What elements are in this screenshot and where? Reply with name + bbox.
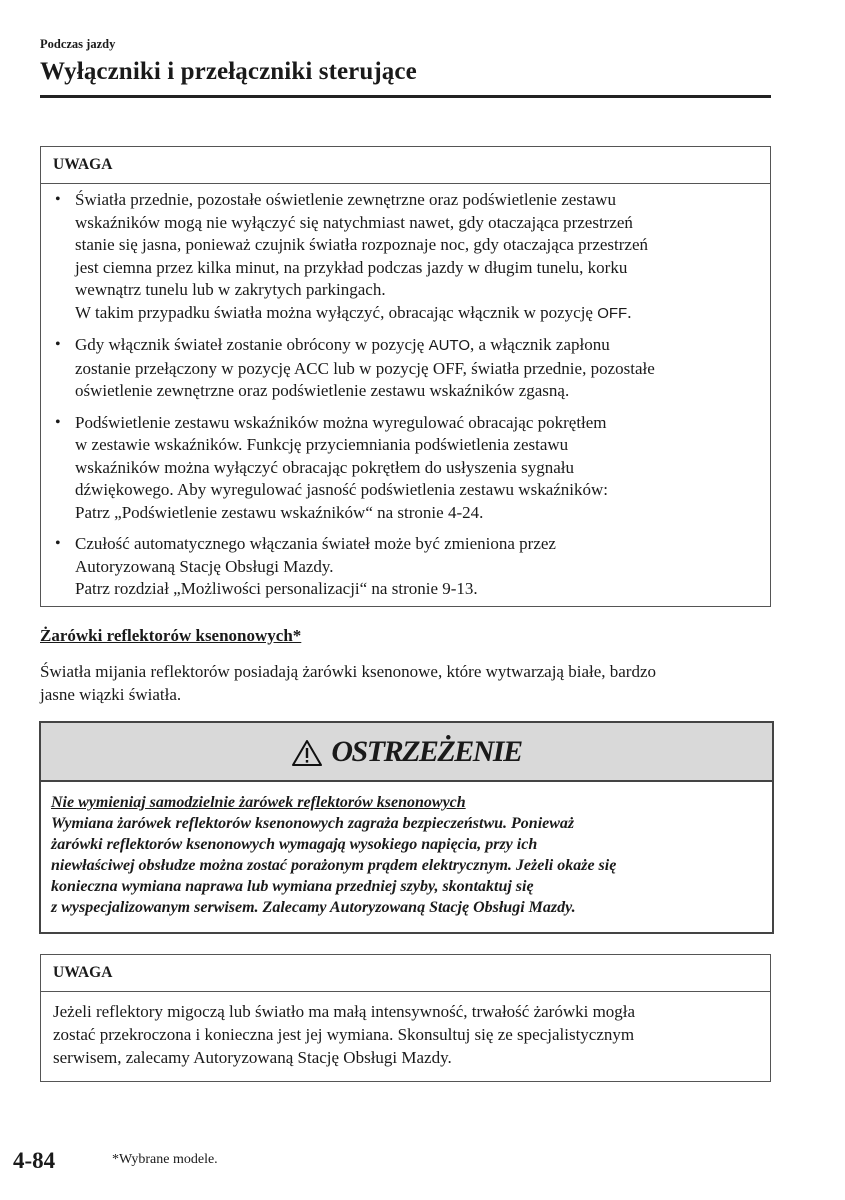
- text-line: dźwiękowego. Aby wyregulować jasność podświetlenia zestawu wskaźników:: [75, 480, 609, 499]
- warning-body: [41, 782, 772, 918]
- text-line: niewłaściwej obsłudze można zostać porażonym prądem elektrycznym. Jeżeli okaże się: [51, 857, 617, 874]
- text-line: zostanie przełączony w pozycję ACC lub w pozycję OFF, światła przednie, pozostałe: [75, 358, 655, 378]
- list-item: [53, 533, 756, 601]
- text-line: jest ciemna przez kilka minut, na przykład podczas jazdy w długim tunelu, korku: [75, 257, 628, 277]
- page-title: Wyłączniki i przełączniki sterujące: [40, 58, 417, 85]
- text-line: Jeżeli reflektory migoczą lub światło ma małą intensywność, trwałość żarówki mogła: [53, 1002, 636, 1021]
- bullet-icon: •: [55, 336, 61, 353]
- text-line: konieczna wymiana naprawa lub wymiana przedniej szyby, skontaktuj się: [51, 878, 534, 895]
- warning-box: [39, 721, 774, 934]
- note-body: [41, 992, 770, 1081]
- text-line: żarówki reflektorów ksenonowych wymagają wysokiego napięcia, przy ich: [51, 836, 538, 853]
- switch-position-label: AUTO: [428, 337, 470, 354]
- note-heading: UWAGA: [41, 147, 770, 184]
- text-line: Światła przednie, pozostałe oświetlenie zewnętrzne oraz podświetlenie zestawu: [75, 190, 616, 209]
- text-fragment: Gdy włącznik świateł zostanie obrócony w pozycję: [75, 335, 429, 354]
- text-line: wskaźników można wyłączyć obracając pokrętłem do usłyszenia sygnału: [75, 457, 574, 477]
- xenon-heading: Żarówki reflektorów ksenonowych*: [40, 626, 302, 645]
- text-line: Podświetlenie zestawu wskaźników można wyregulować obracając pokrętłem: [75, 412, 607, 432]
- bullet-icon: •: [55, 413, 61, 431]
- title-rule: [40, 95, 771, 98]
- text-line: w zestawie wskaźników. Funkcję przyciemniania podświetlenia zestawu: [75, 435, 569, 454]
- text-line: stanie się jasna, ponieważ czujnik światła rozpoznaje noc, gdy otaczająca przestrzeń: [75, 235, 649, 254]
- list-item: [53, 189, 756, 325]
- text-line: Patrz „Podświetlenie zestawu wskaźników“ na stronie 4-24.: [75, 502, 484, 522]
- text-line: z wyspecjalizowanym serwisem. Zalecamy Autoryzowaną Stację Obsługi Mazdy.: [51, 899, 576, 916]
- text-line: [75, 302, 756, 326]
- text-line: wewnątrz tunelu lub w zakrytych parkingach.: [75, 280, 386, 299]
- bullet-icon: •: [55, 191, 61, 208]
- text-line: oświetlenie zewnętrzne oraz podświetlenie zestawu wskaźników zgasną.: [75, 381, 570, 400]
- text-line: Wymiana żarówek reflektorów ksenonowych zagraża bezpieczeństwu. Ponieważ: [51, 815, 575, 832]
- note-list: [41, 184, 770, 606]
- text-line: [75, 334, 756, 358]
- text-line: Czułość automatycznego włączania świateł może być zmieniona przez: [75, 534, 556, 553]
- text-line: Autoryzowaną Stację Obsługi Mazdy.: [75, 556, 334, 576]
- section-label: Podczas jazdy: [40, 37, 116, 51]
- text-line: jasne wiązki światła.: [40, 685, 182, 704]
- note-box-2: [40, 954, 771, 1082]
- warning-triangle-icon: [291, 739, 323, 767]
- text-line: zostać przekroczona i konieczna jest jej wymiana. Skonsultuj się ze specjalistycznym: [53, 1025, 635, 1044]
- warning-title: OSTRZEŻENIE: [331, 734, 522, 768]
- text-line: Patrz rozdział „Możliwości personalizacji“ na stronie 9-13.: [75, 579, 478, 598]
- text-line: serwisem, zalecamy Autoryzowaną Stację Obsługi Mazdy.: [53, 1048, 452, 1067]
- warning-subheading: Nie wymieniaj samodzielnie żarówek reflektorów ksenonowych: [51, 794, 466, 811]
- note-box-1: [40, 146, 771, 607]
- list-item: [53, 334, 756, 403]
- xenon-paragraph: [40, 660, 775, 706]
- warning-header: [41, 723, 772, 782]
- text-fragment: .: [627, 302, 632, 322]
- footnote: *Wybrane modele.: [112, 1152, 218, 1167]
- text-fragment: W takim przypadku światła można wyłączyć, obracając włącznik w pozycję: [75, 302, 598, 322]
- page-number: 4-84: [13, 1148, 56, 1173]
- text-fragment: , a włącznik zapłonu: [470, 335, 610, 354]
- list-item: [53, 412, 756, 525]
- note-heading: UWAGA: [41, 955, 770, 992]
- switch-position-label: OFF: [597, 304, 628, 322]
- bullet-icon: •: [55, 535, 61, 552]
- text-line: wskaźników mogą nie wyłączyć się natychmiast nawet, gdy otaczająca przestrzeń: [75, 212, 633, 232]
- text-line: Światła mijania reflektorów posiadają żarówki ksenonowe, które wytwarzają białe, bardzo: [40, 662, 657, 681]
